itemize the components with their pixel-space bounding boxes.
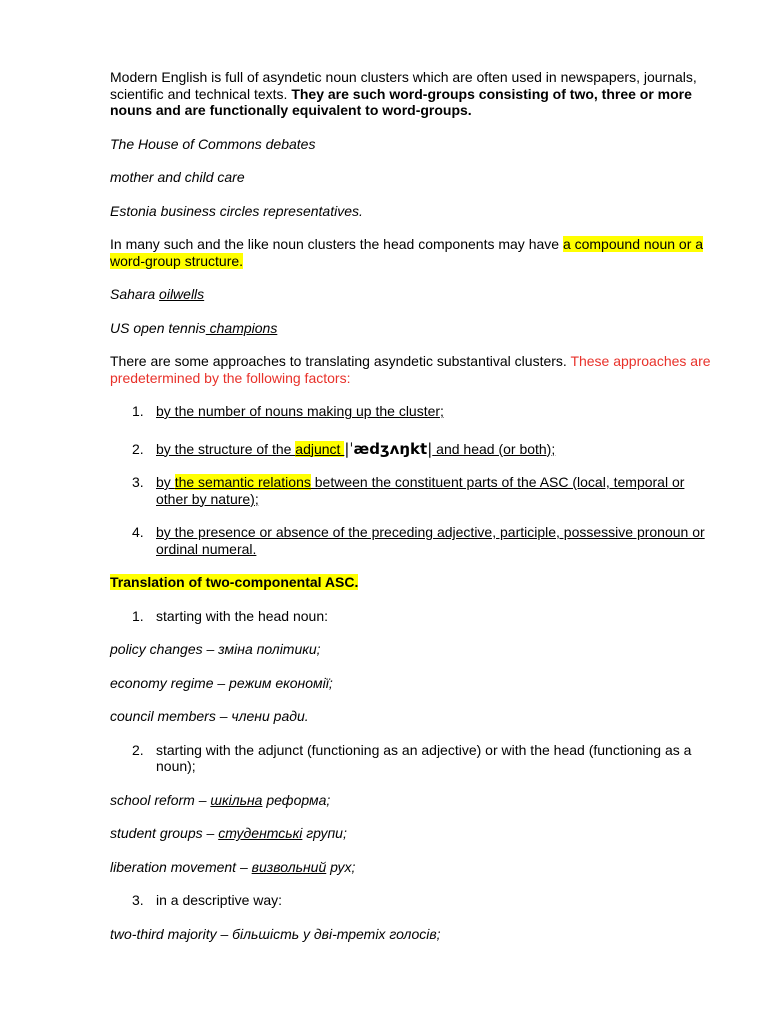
intro-bold-text: They are such word-groups consisting of two, three or more nouns and are functionally equivalent to word-groups. — [110, 85, 692, 118]
factor-text: by the number of nouns making up the cluster; — [156, 403, 444, 419]
method-item-2 — [110, 742, 718, 775]
method-text: starting with the adjunct (functioning as an adjective) or with the head (functioning as a noun); — [156, 741, 692, 774]
list-number: 2. — [132, 440, 144, 457]
example-prefix: Sahara — [110, 286, 160, 302]
example-pre: liberation movement – — [110, 858, 252, 875]
list-number: 2. — [132, 741, 144, 758]
approaches-red-text: These approaches are predetermined by the following factors: — [110, 353, 711, 386]
example-underlined-word: визвольний — [251, 858, 327, 875]
example-mother-child-care: mother and child care — [110, 169, 245, 185]
factor-item-2 — [110, 441, 718, 458]
adjunct-highlight: adjunct — [295, 440, 345, 457]
method-list-1 — [110, 608, 718, 625]
example-underlined-word: студентські — [218, 825, 303, 841]
example-prefix: US open tennis — [110, 319, 206, 336]
list-number: 3. — [132, 474, 144, 490]
method-text: starting with the head noun: — [156, 607, 329, 624]
approaches-text: There are some approaches to translating asyndetic substantival clusters. — [110, 353, 571, 369]
highlighted-text: a compound noun or a word-group structure. — [110, 236, 704, 269]
example-student-groups — [110, 825, 718, 842]
factor-text — [156, 441, 344, 457]
ipa-open: |ˈ — [344, 439, 354, 458]
approaches-paragraph — [110, 353, 718, 386]
example-liberation-movement — [110, 859, 718, 876]
example-post: реформа; — [262, 791, 331, 808]
section-heading — [110, 574, 718, 591]
factor-text-post: and head (or both); — [432, 440, 556, 457]
document-page — [110, 69, 718, 959]
example-pre: student groups – — [110, 825, 219, 841]
intro-text: Modern English is full of asyndetic noun clusters which are often used in newspapers, journals, scientific and technical texts. — [110, 69, 697, 102]
factor-item-1 — [110, 403, 718, 420]
example-post: рух; — [326, 858, 356, 875]
example-house-of-commons: The House of Commons debates — [110, 135, 316, 152]
example-estonia-business: Estonia business circles representatives. — [110, 202, 363, 219]
ipa-transcription — [344, 440, 432, 458]
method-item-3 — [110, 892, 718, 909]
example-two-third-majority: two-third majority – більшість у дві-третіх голосів; — [110, 925, 441, 942]
head-components-text: In many such and the like noun clusters the head components may have — [110, 236, 563, 252]
list-number: 1. — [132, 607, 144, 624]
example-underlined-word: oilwells — [159, 286, 205, 302]
factors-list — [110, 403, 718, 557]
factor-text: by the presence or absence of the preceding adjective, participle, possessive pronoun or ordinal numeral. — [156, 524, 705, 557]
method-item-1 — [110, 608, 718, 625]
section-heading-text: Translation of two-componental ASC. — [110, 574, 359, 590]
example-pre: school reform – — [110, 791, 211, 808]
list-number: 1. — [132, 403, 144, 419]
example-school-reform — [110, 792, 718, 809]
example-post: групи; — [302, 825, 347, 841]
factor-text — [156, 474, 684, 507]
factor-text-pre: by the structure of the — [156, 440, 296, 457]
list-number: 3. — [132, 892, 144, 908]
list-number: 4. — [132, 524, 144, 540]
factor-text-post: between the constituent parts of the ASC (local, temporal or other by nature); — [156, 474, 685, 507]
intro-paragraph — [110, 69, 718, 119]
example-policy-changes: policy changes – зміна політики; — [110, 641, 321, 657]
example-economy-regime: economy regime – режим економії; — [110, 674, 333, 691]
method-text: in a descriptive way: — [156, 892, 283, 908]
head-components-paragraph — [110, 236, 718, 269]
semantic-relations-highlight: the semantic relations — [174, 474, 311, 490]
example-us-open-tennis — [110, 320, 718, 337]
ipa-main: ædʒʌŋkt — [353, 439, 428, 458]
method-list-2 — [110, 742, 718, 775]
example-underlined-word: champions — [205, 319, 278, 336]
factor-item-3 — [110, 474, 718, 507]
example-sahara-oilwells — [110, 286, 718, 303]
example-underlined-word: шкільна — [210, 791, 263, 808]
factor-item-4 — [110, 524, 718, 557]
ipa-close: | — [427, 439, 433, 458]
factor-text-pre: by — [156, 474, 175, 490]
method-list-3 — [110, 892, 718, 909]
example-council-members: council members – члени ради. — [110, 708, 309, 724]
